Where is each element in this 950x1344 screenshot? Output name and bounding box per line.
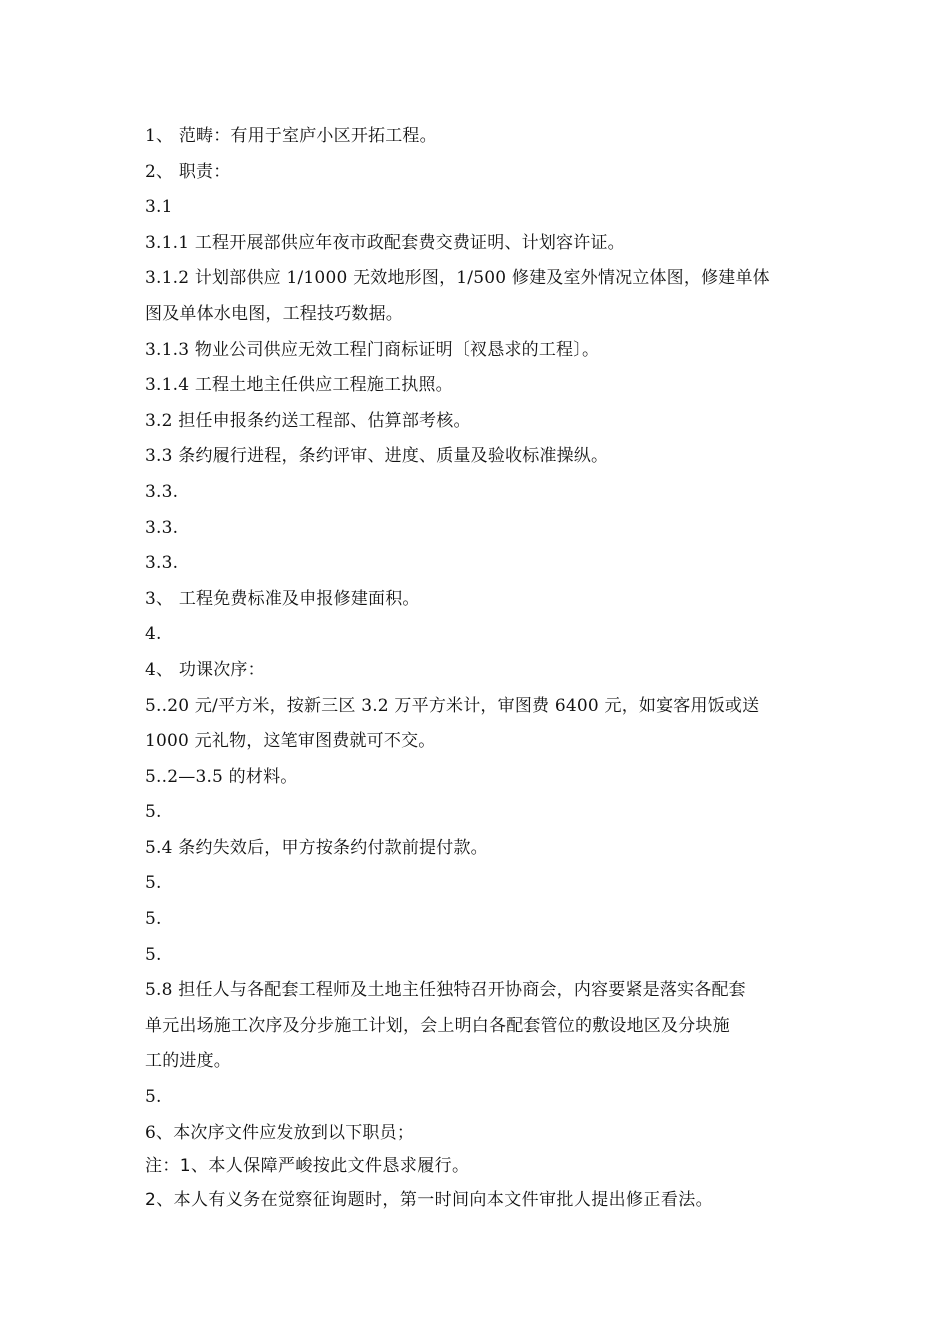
- text-line: 1000 元礼物，这笔审图费就可不交。: [145, 731, 436, 752]
- text-line: 5.: [145, 909, 162, 930]
- text-line: 3.1.3 物业公司供应无效工程门商标证明〔衩恳求的工程〕。: [145, 339, 600, 360]
- text-line: 3、 工程免费标准及申报修建面积。: [145, 588, 420, 609]
- text-line: 5.: [145, 873, 162, 894]
- text-line: 2、 职责：: [145, 161, 231, 182]
- text-line: 3.3.: [145, 517, 179, 538]
- text-line: 工的进度。: [145, 1051, 231, 1072]
- text-line: 3.1: [145, 197, 173, 218]
- text-line: 6、本次序文件应发放到以下职员；: [145, 1122, 415, 1143]
- text-line: 3.1.1 工程开展部供应年夜市政配套费交费证明、计划容许证。: [145, 232, 625, 253]
- text-line: 1、 范畴：有用于室庐小区开拓工程。: [145, 126, 437, 146]
- text-line: 3.3.: [145, 481, 179, 502]
- text-line: 5.: [145, 802, 162, 823]
- text-line: 5..2—3.5 的材料。: [145, 766, 298, 787]
- text-line: 5..20 元/平方米，按新三区 3.2 万平方米计，审图费 6400 元，如宴客用饭或送: [145, 695, 760, 716]
- text-line: 图及单体水电图，工程技巧数据。: [145, 303, 403, 324]
- text-line: 5.: [145, 944, 162, 965]
- text-line: 4、 功课次序：: [145, 659, 265, 680]
- text-line: 4.: [145, 624, 162, 645]
- note-line: 2、本人有义务在觉察征询题时，第一时间向本文件审批人提出修正看法。: [145, 1190, 714, 1211]
- text-line: 3.1.4 工程土地主任供应工程施工执照。: [145, 375, 453, 396]
- document-body: [145, 119, 810, 1217]
- text-line: 5.8 担任人与各配套工程师及土地主任独特召开协商会，内容要紧是落实各配套: [145, 980, 746, 1001]
- text-line: 单元出场施工次序及分步施工计划，会上明白各配套管位的敷设地区及分块施: [145, 1015, 730, 1036]
- text-line: 3.2 担任申报条约送工程部、估算部考核。: [145, 410, 471, 431]
- text-line: 3.3.: [145, 553, 179, 574]
- text-line: 3.1.2 计划部供应 1/1000 无效地形图，1/500 修建及室外情况立体图，修建单体: [145, 268, 770, 289]
- text-line: 5.: [145, 1087, 162, 1108]
- text-line: 5.4 条约失效后，甲方按条约付款前提付款。: [145, 837, 488, 858]
- note-line: 注：1、本人保障严峻按此文件恳求履行。: [145, 1156, 470, 1177]
- text-line: 3.3 条约履行进程，条约评审、进度、质量及验收标准操纵。: [145, 446, 609, 467]
